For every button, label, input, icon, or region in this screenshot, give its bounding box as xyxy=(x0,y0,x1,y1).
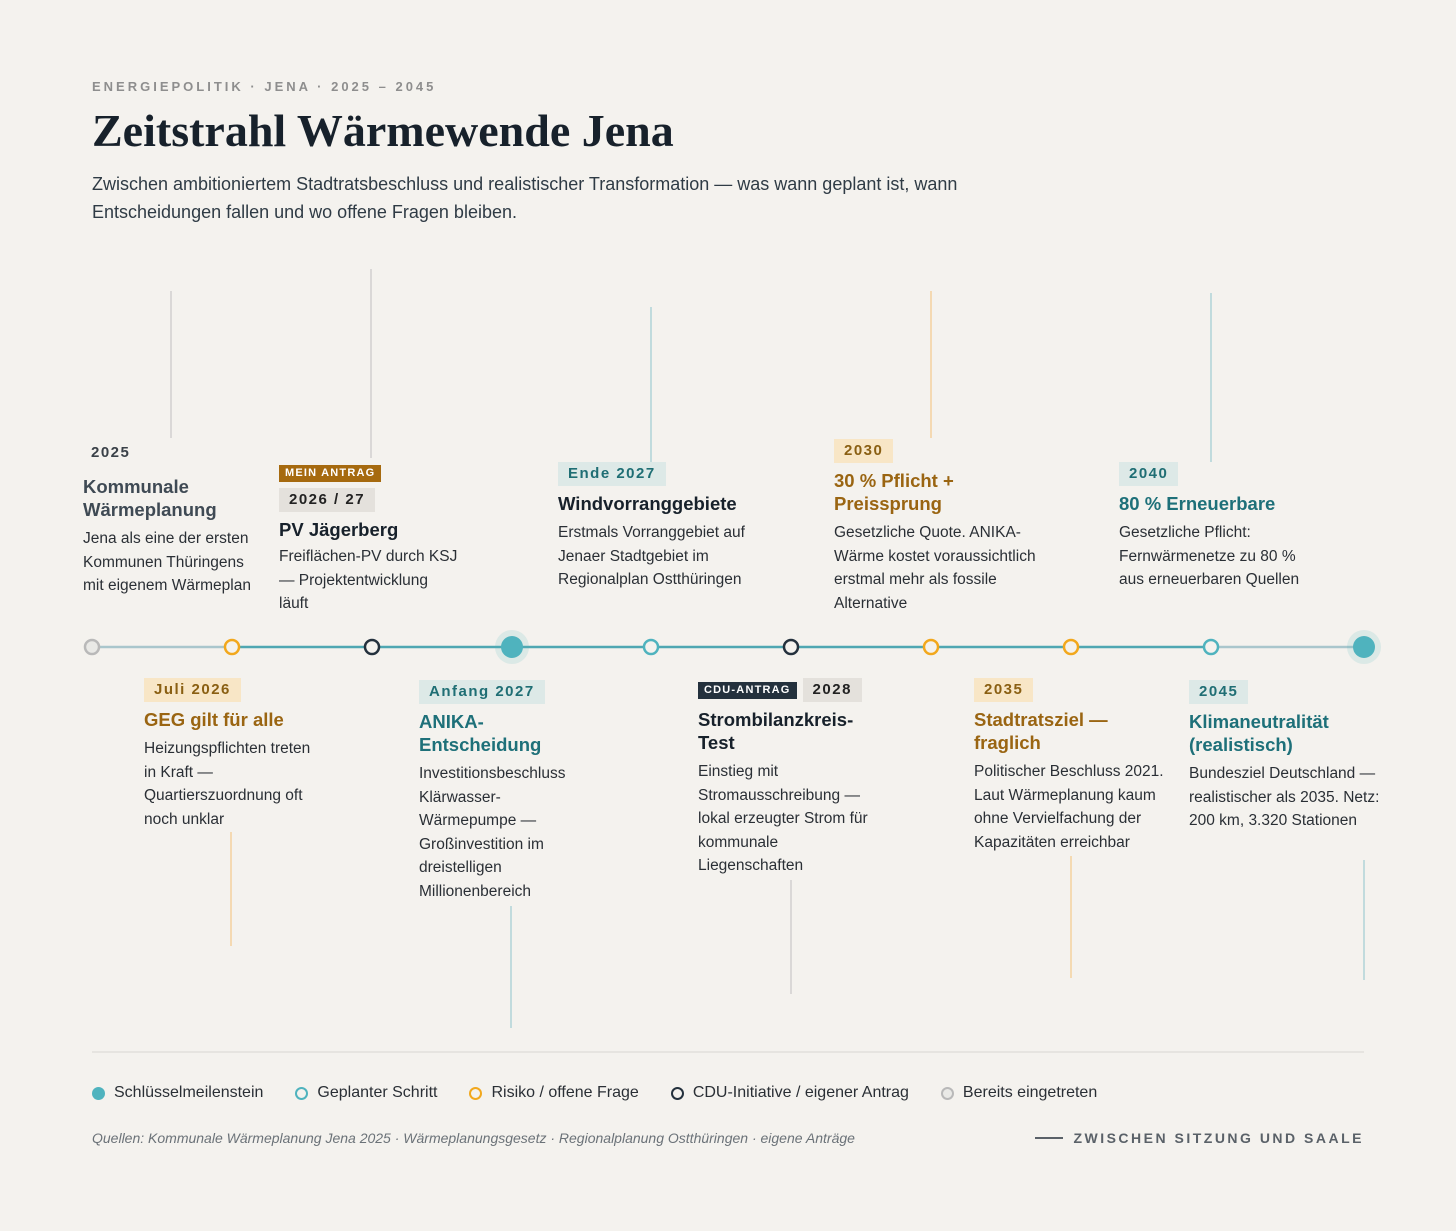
event-date: Anfang 2027 xyxy=(419,680,545,704)
legend-swatch-ring-dark xyxy=(671,1087,684,1100)
brand xyxy=(1035,1130,1364,1146)
marker-cdu-2026-27 xyxy=(365,640,379,654)
event-2026-27 xyxy=(279,463,469,616)
legend-swatch-ring-grey xyxy=(941,1087,954,1100)
marker-risiko-2035 xyxy=(1064,640,1078,654)
event-title: Klimaneutralität (realistisch) xyxy=(1189,711,1329,755)
legend-item-eingetreten xyxy=(941,1084,1097,1102)
legend-item-geplant xyxy=(295,1084,437,1102)
marker-risiko-juli-2026 xyxy=(225,640,239,654)
legend-label: Schlüsselmeilenstein xyxy=(114,1084,264,1101)
page-subtitle: Zwischen ambitioniertem Stadtratsbeschluss und realistischer Transformation — was wann geplant ist, wann Entscheidungen fallen und wo offene Fragen bleiben. xyxy=(92,174,958,222)
event-juli-2026 xyxy=(144,678,324,831)
marker-risiko-2030 xyxy=(924,640,938,654)
event-2045 xyxy=(1189,680,1399,833)
event-anfang-2027 xyxy=(419,680,599,903)
event-title: GEG gilt für alle xyxy=(144,709,284,730)
kicker: ENERGIEPOLITIK · JENA · 2025 – 2045 xyxy=(92,79,437,94)
brand-label: ZWISCHEN SITZUNG UND SAALE xyxy=(1073,1130,1364,1146)
event-date: Ende 2027 xyxy=(558,462,666,486)
legend-item-schluessel xyxy=(92,1084,263,1102)
legend-label: Risiko / offene Frage xyxy=(491,1084,639,1101)
event-date: 2026 / 27 xyxy=(279,488,375,512)
event-description: Gesetzliche Quote. ANIKA-Wärme kostet voraussichtlich erstmal mehr als fossile Alternative xyxy=(834,524,1036,612)
event-description: Erstmals Vorranggebiet auf Jenaer Stadtgebiet im Regionalplan Ostthüringen xyxy=(558,524,745,588)
event-description: Politischer Beschluss 2021. Laut Wärmeplanung kaum ohne Vervielfachung der Kapazitäten erreichbar xyxy=(974,763,1164,851)
event-date: 2028 xyxy=(803,678,862,702)
event-title: Kommunale Wärmeplanung xyxy=(83,476,217,520)
event-date: 2045 xyxy=(1189,680,1248,704)
legend xyxy=(92,1084,1097,1102)
event-title: Stadtratsziel — fraglich xyxy=(974,709,1108,753)
legend-label: Geplanter Schritt xyxy=(317,1084,438,1101)
event-description: Bundesziel Deutschland — realistischer als 2035. Netz: 200 km, 3.320 Stationen xyxy=(1189,765,1380,829)
event-2025 xyxy=(83,441,263,598)
event-ende-2027 xyxy=(558,462,758,592)
marker-schluessel-anfang-2027 xyxy=(501,636,523,658)
event-date: 2030 xyxy=(834,439,893,463)
page-title: Zeitstrahl Wärmewende Jena xyxy=(92,105,674,156)
event-date: 2040 xyxy=(1119,462,1178,486)
event-tag: MEIN ANTRAG xyxy=(279,465,381,482)
event-2040 xyxy=(1119,462,1319,592)
event-date: 2035 xyxy=(974,678,1033,702)
event-date: Juli 2026 xyxy=(144,678,241,702)
event-title: Windvorranggebiete xyxy=(558,493,737,514)
marker-geplant-2040 xyxy=(1204,640,1218,654)
marker-schluessel-2045 xyxy=(1353,636,1375,658)
event-title: PV Jägerberg xyxy=(279,519,399,540)
event-2035 xyxy=(974,678,1174,854)
brand-line xyxy=(1035,1137,1063,1139)
event-description: Gesetzliche Pflicht: Fernwärmenetze zu 80 % aus erneuerbaren Quellen xyxy=(1119,524,1300,588)
legend-item-risiko xyxy=(469,1084,638,1102)
marker-eingetreten-2025 xyxy=(85,640,99,654)
event-description: Einstieg mit Stromausschreibung — lokal erzeugter Strom für kommunale Liegenschaften xyxy=(698,763,868,874)
event-title: 30 % Pflicht + Preissprung xyxy=(834,470,954,514)
event-title: 80 % Erneuerbare xyxy=(1119,493,1276,514)
event-title: ANIKA-Entscheidung xyxy=(419,711,542,755)
legend-label: CDU-Initiative / eigener Antrag xyxy=(692,1084,909,1101)
event-title: Strombilanzkreis-Test xyxy=(698,709,854,753)
event-2030 xyxy=(834,439,1044,615)
marker-cdu-2028 xyxy=(784,640,798,654)
marker-geplant-ende-2027 xyxy=(644,640,658,654)
event-description: Jena als eine der ersten Kommunen Thüringens mit eigenem Wärmeplan xyxy=(83,530,251,594)
legend-label: Bereits eingetreten xyxy=(962,1084,1098,1101)
event-description: Freiflächen-PV durch KSJ — Projektentwicklung läuft xyxy=(279,548,458,612)
event-description: Heizungspflichten treten in Kraft — Quartierszuordnung oft noch unklar xyxy=(144,740,311,828)
legend-swatch-ring-teal xyxy=(295,1087,308,1100)
event-2028 xyxy=(698,678,888,878)
sources: Quellen: Kommunale Wärmeplanung Jena 2025 · Wärmeplanungsgesetz · Regionalplanung Ostthüringen · eigene Anträge xyxy=(92,1130,855,1146)
legend-item-cdu xyxy=(671,1084,909,1102)
legend-swatch-filled-teal xyxy=(92,1087,105,1100)
legend-swatch-ring-amber xyxy=(469,1087,482,1100)
event-date: 2025 xyxy=(91,444,131,461)
event-description: Investitionsbeschluss Klärwasser-Wärmepumpe — Großinvestition im dreistelligen Millionenbereich xyxy=(419,765,566,900)
event-tag: CDU-ANTRAG xyxy=(698,682,797,699)
